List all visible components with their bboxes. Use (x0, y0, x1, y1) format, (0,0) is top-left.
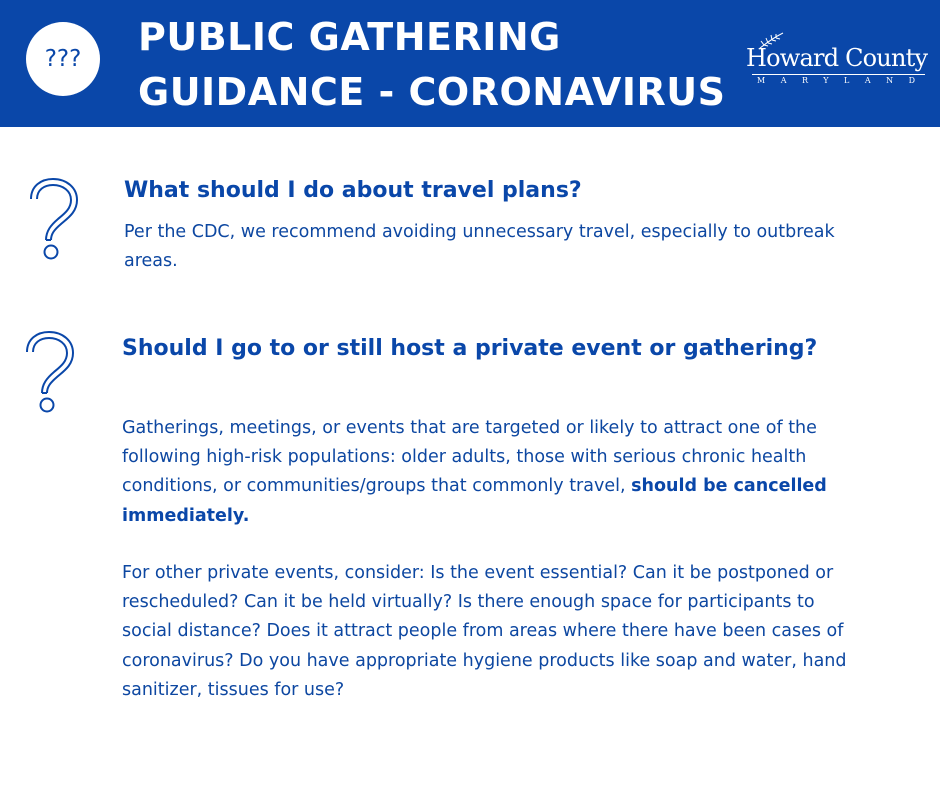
title-line-1: PUBLIC GATHERING (138, 15, 561, 59)
answer-text: Gatherings, meetings, or events that are targeted or likely to attract one of the following high-risk populations: older adults, those with serious chronic health conditions, or communities/groups that commonly travel, (122, 418, 817, 497)
howard-county-logo (743, 30, 931, 90)
title-line-2: GUIDANCE - CORONAVIRUS (138, 70, 726, 114)
faq-answer-private-event-p1 (122, 414, 882, 531)
page-title (138, 10, 725, 120)
faq-question-travel: What should I do about travel plans? (124, 178, 582, 203)
question-mark-icon (27, 176, 81, 264)
answer-emphasis: should be cancelled immediately. (122, 476, 827, 526)
faq-answer-private-event-p2: For other private events, consider: Is the event essential? Can it be postponed or rescheduled? Can it be held virtually? Is there enough space for participants to social distance? Does it attract people from areas where there have been cases of coronavirus? Do you have appropriate hygiene products like soap and water, hand sanitizer, tissues for use? (122, 563, 847, 700)
badge-text: ??? (44, 46, 82, 72)
faq-answer-travel: Per the CDC, we recommend avoiding unnecessary travel, especially to outbreak areas. (124, 222, 835, 272)
logo-state-name: MARYLAND (757, 76, 931, 85)
logo-county-name: Howard County (746, 44, 928, 72)
faq-question-private-event: Should I go to or still host a private event or gathering? (122, 336, 818, 361)
logo-divider (752, 74, 925, 75)
header-banner (0, 0, 940, 127)
question-badge-icon (26, 22, 100, 96)
question-mark-icon (23, 329, 77, 417)
